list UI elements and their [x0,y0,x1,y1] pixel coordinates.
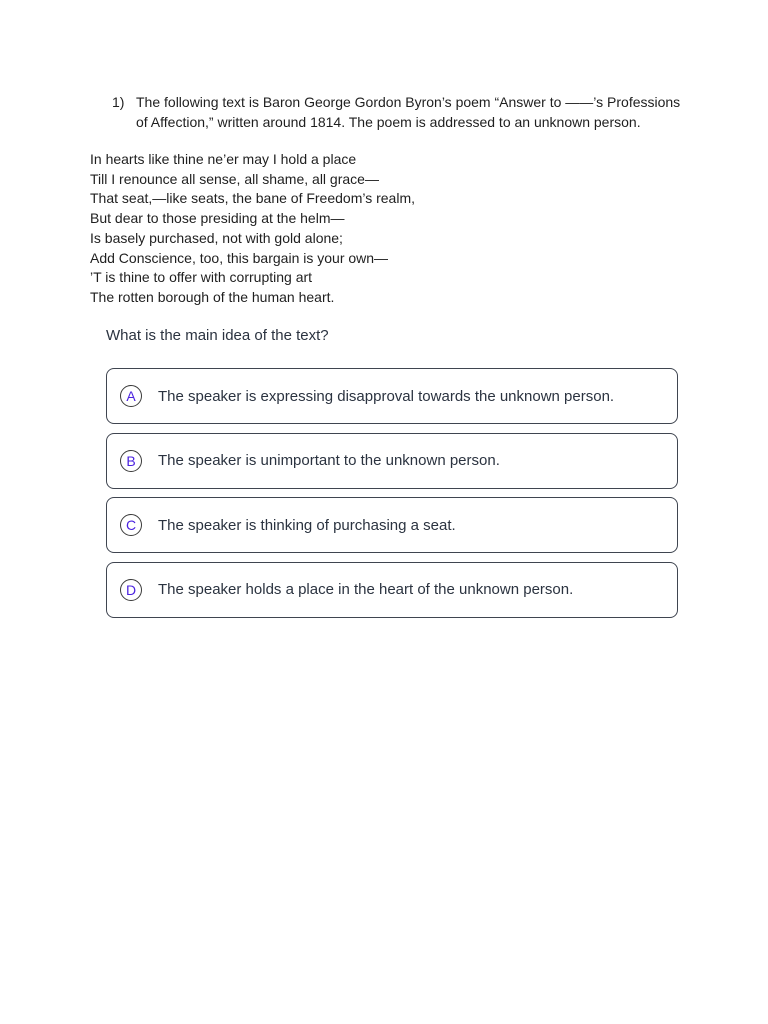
question-prompt: What is the main idea of the text? [106,327,329,344]
question-text: The following text is Baron George Gordon Byron’s poem “Answer to ——’s Professions of Affection,” written around 1814. The poem is addressed to an unknown person. [136,94,681,130]
answer-options [106,368,678,626]
answer-option-c[interactable] [106,497,678,553]
poem-line: Is basely purchased, not with gold alone; [90,229,343,246]
option-letter-c: C [120,514,142,536]
poem-line: In hearts like thine ne’er may I hold a place [90,151,357,167]
option-letter-a: A [120,385,142,407]
poem-line: Till I renounce all sense, all shame, all grace— [90,170,379,187]
poem-line: But dear to those presiding at the helm— [90,210,345,227]
question-intro [112,92,692,132]
poem-line: ’T is thine to offer with corrupting art [90,269,313,286]
option-letter-b: B [120,450,142,472]
option-text-b: The speaker is unimportant to the unknown person. [158,452,500,469]
option-text-a: The speaker is expressing disapproval towards the unknown person. [158,387,615,405]
option-letter-d: D [120,579,142,601]
answer-option-b[interactable] [106,433,678,489]
poem-line: That seat,—like seats, the bane of Freedom’s realm, [90,190,416,207]
poem-line: Add Conscience, too, this bargain is your own— [90,249,389,266]
option-text-c: The speaker is thinking of purchasing a seat. [158,516,456,534]
question-number: 1) [112,94,125,110]
option-text-d: The speaker holds a place in the heart of the unknown person. [158,581,574,598]
poem [90,150,690,308]
answer-option-a[interactable] [106,368,678,424]
answer-option-d[interactable] [106,562,678,618]
poem-line: The rotten borough of the human heart. [90,288,335,305]
